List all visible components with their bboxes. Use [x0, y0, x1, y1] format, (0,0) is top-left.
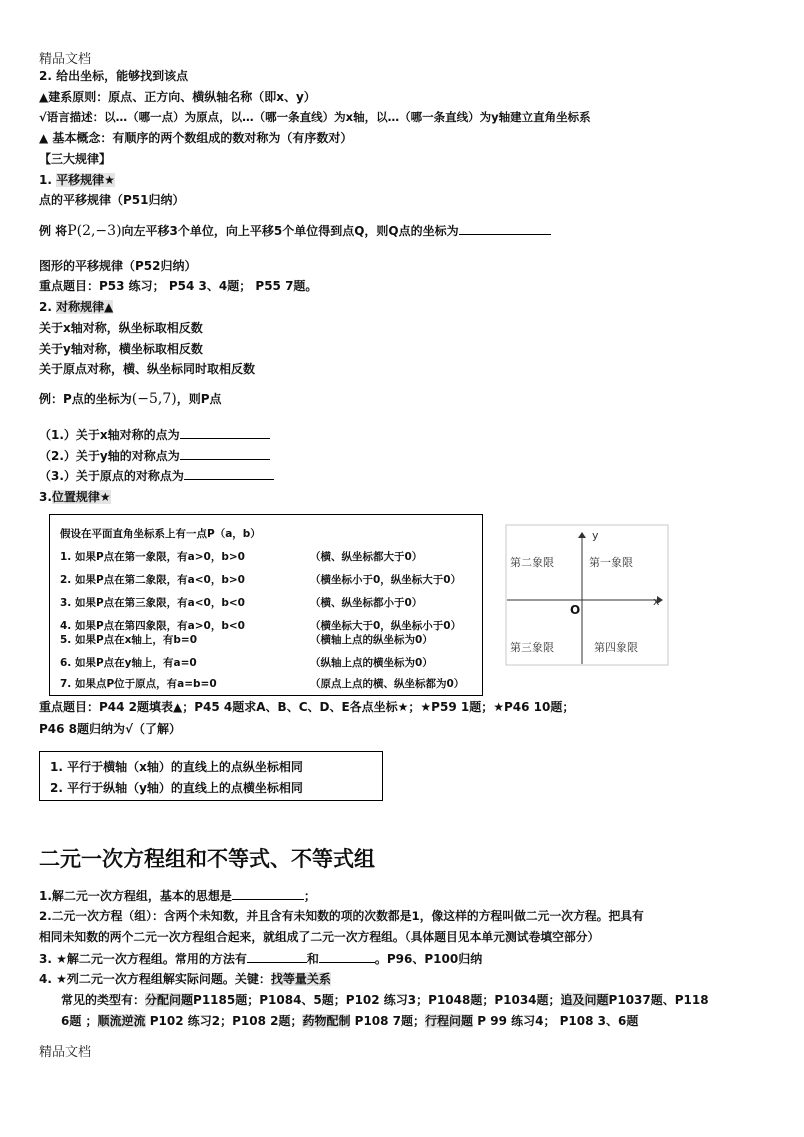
type-pursuit: 追及问题	[560, 993, 609, 1007]
example-text: ，则P点	[176, 392, 222, 406]
rule-number: 1.	[39, 173, 57, 187]
quadrant-2-label: 第二象限	[510, 556, 554, 569]
line-point-translation: 点的平移规律（P51归纳）	[39, 193, 185, 207]
point-p-math: P(2,−3)	[67, 223, 122, 239]
question-text: （2.）关于y轴的对称点为	[39, 449, 180, 463]
answer-blank	[180, 426, 270, 439]
key-equal-relation: 找等量关系	[270, 972, 331, 986]
line-key-problems-2: 重点题目：P44 2题填表▲；P45 4题求A、B、C、D、E各点坐标★；★P59 1题；★P46 10题；	[39, 700, 575, 714]
line-common-types-2	[61, 1013, 638, 1029]
line-symmetry-origin: 关于原点对称，横、纵坐标同时取相反数	[39, 362, 256, 376]
line-definition-1: 2.二元一次方程（组）：含两个未知数，并且含有未知数的项的次数都是1，像这样的方程叫做二元一次方程。把具有	[39, 909, 644, 923]
type-text: 6题 ；	[61, 1014, 98, 1028]
line-symmetry-example	[39, 391, 222, 407]
symmetry-rule-label: 对称规律▲	[56, 300, 114, 314]
line-symmetry-y: 关于y轴对称，横坐标取相反数	[39, 342, 203, 356]
position-rule: 4. 如果P点在第四象限，有a>0，b<0	[60, 620, 245, 632]
quadrant-4-label: 第四象限	[594, 641, 638, 654]
type-distribution: 分配问题	[145, 993, 194, 1007]
line-common-types-1	[61, 992, 709, 1008]
watermark-bottom: 精品文档	[39, 1045, 92, 1060]
line-symmetry-q1	[39, 426, 270, 443]
line-key-problems-1: 重点题目：P53 练习； P54 3、4题； P55 7题。	[39, 279, 318, 293]
x-axis-label: x	[653, 595, 660, 608]
position-note: （横、纵坐标都大于0）	[310, 551, 423, 563]
example-prefix: 例：P点的坐标为	[39, 392, 132, 406]
example-text: 向左平移3个单位，向上平移5个单位得到点Q，则Q点的坐标为	[121, 224, 459, 238]
position-note: （横坐标小于0，纵坐标大于0）	[310, 574, 462, 586]
type-text: P1185题；P1084、5题；P102 练习3；P1048题；P1034题；	[193, 993, 561, 1007]
question-text: 4. ★列二元一次方程组解实际问题。关键：	[39, 972, 271, 986]
type-text: 常见的类型有：	[61, 993, 146, 1007]
line-definition-2: 相同未知数的两个二元一次方程组合起来，就组成了二元一次方程组。（具体题目见本单元测试卷填空部分）	[39, 930, 600, 944]
rule-number: 2.	[39, 300, 57, 314]
rule-number: 3.	[39, 490, 52, 504]
origin-label: O	[570, 603, 581, 617]
answer-blank	[319, 950, 375, 963]
type-text: P108 7题；	[350, 1014, 426, 1028]
position-intro: 假设在平面直角坐标系上有一点P（a，b）	[60, 528, 261, 540]
question-text: 和	[306, 952, 319, 966]
question-text: 3. ★解二元一次方程组。常用的方法有	[39, 952, 247, 966]
position-note: （纵轴上点的横坐标为0）	[310, 657, 433, 669]
type-text: P102 练习2；P108 2题；	[145, 1014, 303, 1028]
line-basic-concept: ▲ 基本概念：有顺序的两个数组成的数对称为（有序数对）	[39, 131, 353, 145]
question-text: （1.）关于x轴对称的点为	[39, 428, 180, 442]
position-rules-box	[49, 514, 483, 696]
line-translation-rule-heading	[39, 172, 115, 188]
question-text: 。P96、P100归纳	[374, 952, 483, 966]
type-mixture: 药物配制	[302, 1014, 351, 1028]
section-title: 二元一次方程组和不等式、不等式组	[39, 847, 375, 871]
line-translation-example	[39, 222, 551, 239]
line-solve-methods	[39, 950, 482, 967]
quadrant-3-label: 第三象限	[510, 641, 554, 654]
y-axis-label: y	[592, 529, 599, 542]
type-text: P1037题、P118	[608, 993, 709, 1007]
type-stream: 顺流逆流	[97, 1014, 146, 1028]
position-rule-label: 位置规律★	[51, 490, 111, 504]
parallel-rules-box	[39, 751, 383, 801]
answer-blank	[184, 467, 274, 480]
answer-blank	[180, 447, 270, 460]
line-position-rule-heading	[39, 489, 111, 505]
question-text: （3.）关于原点的对称点为	[39, 469, 184, 483]
line-solve-idea	[39, 887, 316, 904]
position-rule: 1. 如果P点在第一象限，有a>0，b>0	[60, 551, 245, 563]
line-language-description: √语言描述：以…（哪一点）为原点，以…（哪一条直线）为x轴，以…（哪一条直线）为y轴建立直角坐标系	[39, 110, 591, 124]
position-note: （横、纵坐标都小于0）	[310, 597, 423, 609]
watermark-top: 精品文档	[39, 52, 92, 67]
line-practical-problems	[39, 971, 331, 987]
type-text: P 99 练习4； P108 3、6题	[473, 1014, 639, 1028]
point-coord-math: (−5,7)	[131, 391, 177, 407]
answer-blank	[232, 887, 304, 900]
line-symmetry-q2	[39, 447, 270, 464]
line-key-problems-3: P46 8题归纳为√（了解）	[39, 722, 182, 736]
line-symmetry-rule-heading	[39, 299, 113, 315]
line-figure-translation: 图形的平移规律（P52归纳）	[39, 259, 197, 273]
position-note: （原点上点的横、纵坐标都为0）	[310, 678, 465, 690]
quadrant-1-label: 第一象限	[589, 556, 633, 569]
position-rule: 2. 如果P点在第二象限，有a<0，b>0	[60, 574, 245, 586]
type-travel: 行程问题	[425, 1014, 474, 1028]
parallel-rule-2: 2. 平行于纵轴（y轴）的直线上的点横坐标相同	[50, 781, 303, 795]
answer-blank	[459, 222, 551, 235]
translation-rule-label: 平移规律★	[56, 173, 115, 187]
position-rule: 6. 如果P点在y轴上，有a=0	[60, 657, 197, 669]
position-rule: 3. 如果P点在第三象限，有a<0，b<0	[60, 597, 245, 609]
parallel-rule-1: 1. 平行于横轴（x轴）的直线上的点纵坐标相同	[50, 760, 303, 774]
line-axis-principles: ▲建系原则：原点、正方向、横纵轴名称（即x、y）	[39, 90, 316, 104]
example-prefix: 例 将	[39, 224, 68, 238]
answer-blank	[247, 950, 307, 963]
line-coordinate-locate: 2. 给出坐标，能够找到该点	[39, 69, 189, 83]
question-text: ；	[303, 889, 316, 903]
position-note: （横轴上点的纵坐标为0）	[310, 634, 433, 646]
position-note: （横坐标大于0，纵坐标小于0）	[310, 620, 462, 632]
line-symmetry-q3	[39, 467, 274, 484]
position-rule: 5. 如果P点在x轴上，有b=0	[60, 634, 198, 646]
position-rule: 7. 如果点P位于原点，有a=b=0	[60, 678, 217, 690]
line-symmetry-x: 关于x轴对称，纵坐标取相反数	[39, 321, 203, 335]
question-text: 1.解二元一次方程组，基本的思想是	[39, 889, 232, 903]
line-three-rules-heading: 【三大规律】	[39, 152, 112, 166]
y-axis-arrow	[578, 532, 586, 538]
